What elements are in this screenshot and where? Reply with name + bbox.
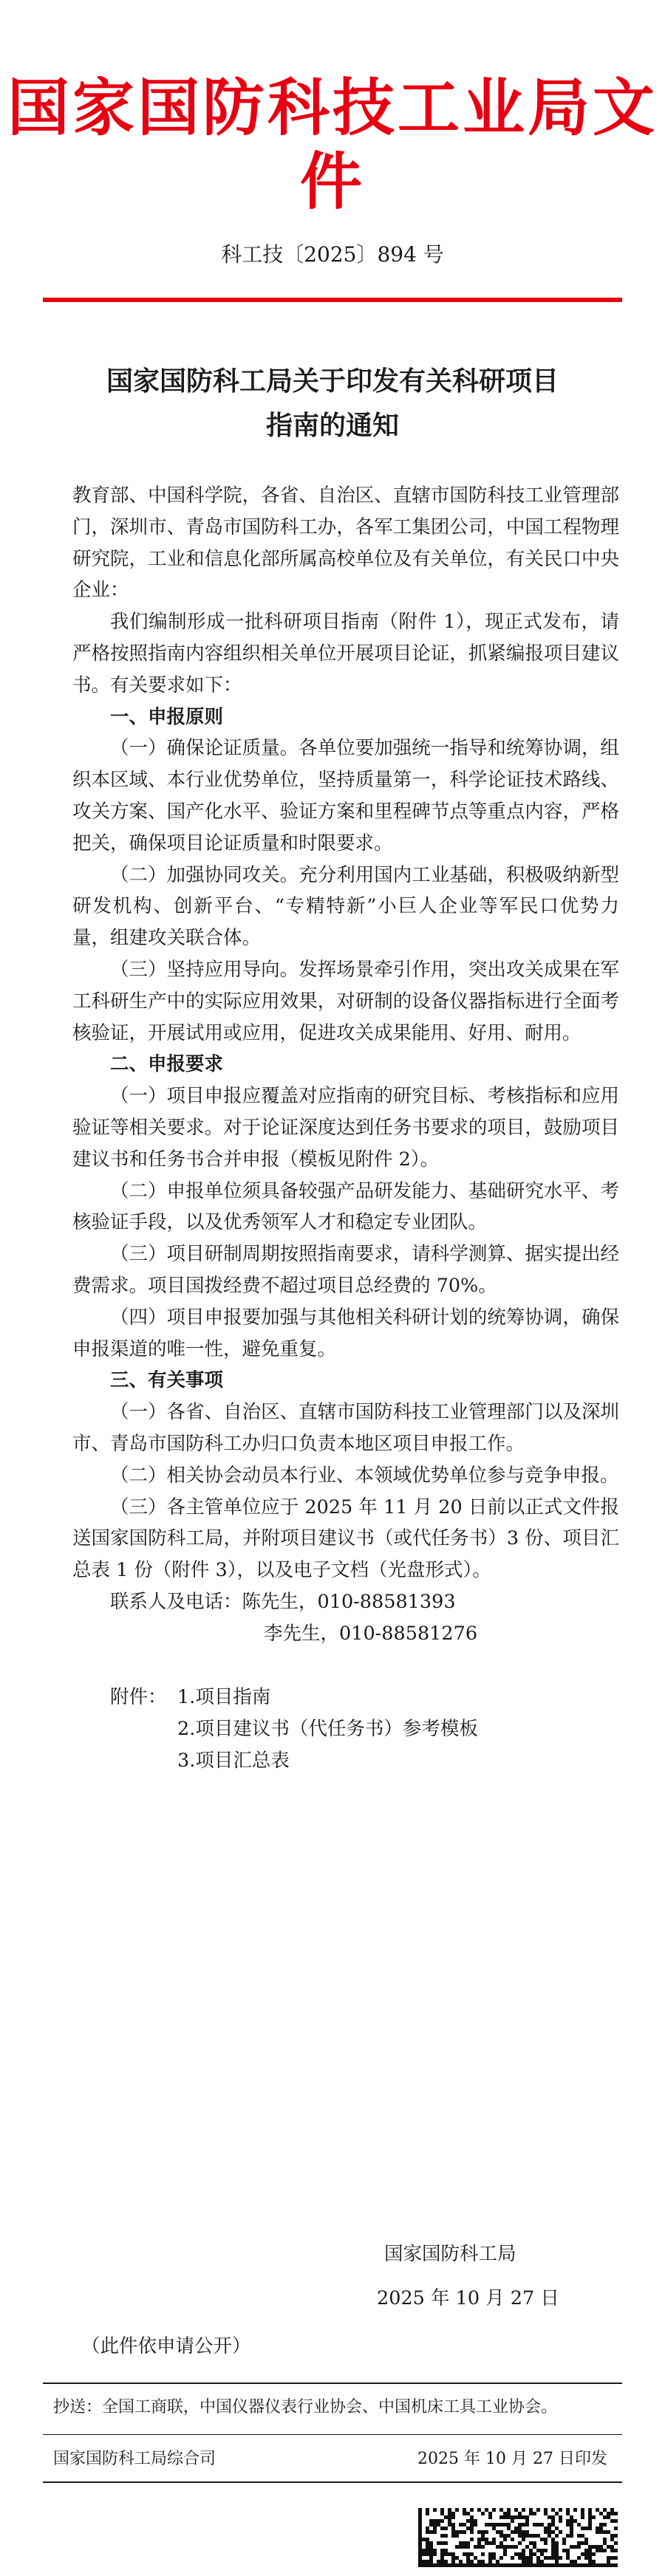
section-2-item-1: （一）项目申报应覆盖对应指南的研究目标、考核指标和应用验证等相关要求。对于论证深度达到任务书要求的项目，鼓励项目建议书和任务书合并申报（模板见附件 2）。	[72, 1085, 619, 1171]
section-3-item-2: （二）相关协会动员本行业、本领域优势单位参与竞争申报。	[110, 1464, 619, 1487]
red-separator-line	[43, 298, 622, 302]
section-1-item-2: （二）加强协同攻关。充分利用国内工业基础，积极吸纳新型研发机构、创新平台、“专精特新”小巨人企业等军民口优势力量，组建攻关联合体。	[72, 863, 619, 950]
document-title	[0, 359, 665, 448]
section-1-item-1: （一）确保论证质量。各单位要加强统一指导和统筹协调，组织本区域、本行业优势单位，坚持质量第一，科学论证技术路线、攻关方案、国产化水平、验证方案和里程碑节点等重点内容，严格把关，确保项目论证质量和时限要求。	[72, 737, 619, 854]
footer-rule-middle	[43, 2434, 622, 2435]
attachment-item-3: 3.项目汇总表	[177, 1750, 290, 1772]
cc-line: 抄送：全国工商联，中国仪器仪表行业协会、中国机床工具工业协会。	[53, 2398, 558, 2416]
section-3-item-1: （一）各省、自治区、直辖市国防科技工业管理部门以及深圳市、青岛市国防科工办归口负责本地区项目申报工作。	[72, 1401, 619, 1455]
title-line-1: 国家国防科工局关于印发有关科研项目	[106, 366, 559, 397]
recipients: 教育部、中国科学院，各省、自治区、直辖市国防科技工业管理部门，深圳市、青岛市国防科工办，各军工集团公司，中国工程物理研究院，工业和信息化部所属高校单位及有关单位，有关民口中央企业：	[72, 484, 619, 602]
attachments-list	[72, 1682, 619, 1776]
section-2-item-2: （二）申报单位须具备较强产品研发能力、基础研究水平、考核验证手段，以及优秀领军人才和稳定专业团队。	[72, 1179, 619, 1234]
footer-rule-bottom	[43, 2481, 622, 2483]
barcode-graphic	[418, 2508, 618, 2567]
contact-line-1: 联系人及电话：陈先生，010-88581393	[110, 1590, 456, 1613]
document-number: 科工技〔2025〕894 号	[221, 242, 444, 267]
intro-paragraph: 我们编制形成一批科研项目指南（附件 1），现正式发布，请严格按照指南内容组织相关单位开展项目论证，抓紧编报项目建议书。有关要求如下：	[72, 611, 619, 696]
section-2-item-4: （四）项目申报要加强与其他相关科研计划的统筹协调，确保申报渠道的唯一性，避免重复。	[72, 1306, 619, 1360]
title-line-2: 指南的通知	[265, 410, 399, 441]
document-body	[72, 480, 619, 1777]
contact-line-2: 李先生，010-88581276	[264, 1622, 478, 1645]
section-3-heading: 三、有关事项	[110, 1369, 224, 1392]
masthead: 国家国防科技工业局文件	[7, 71, 658, 218]
footer-rule-top	[43, 2383, 622, 2384]
attachments-label: 附件：	[110, 1686, 167, 1709]
attachment-item-1: 1.项目指南	[177, 1686, 271, 1709]
issuing-office: 国家国防科工局综合司	[53, 2450, 216, 2468]
section-3-item-3: （三）各主管单位应于 2025 年 11 月 20 日前以正式文件报送国家国防科工局，并附项目建议书（或代任务书）3 份、项目汇总表 1 份（附件 3），以及电子文档（光盘形式）。	[72, 1496, 619, 1582]
section-1-item-3: （三）坚持应用导向。发挥场景牵引作用，突出攻关成果在军工科研生产中的实际应用效果，对研制的设备仪器指标进行全面考核验证，开展试用或应用，促进攻关成果能用、好用、耐用。	[72, 958, 619, 1044]
section-2-heading: 二、申报要求	[110, 1053, 224, 1076]
disclosure-note: （此件依申请公开）	[81, 2335, 251, 2357]
issue-date: 2025 年 10 月 27 日印发	[417, 2450, 607, 2468]
attachment-row-1	[72, 1682, 619, 1713]
section-1-heading: 一、申报原则	[110, 705, 224, 728]
signature-date: 2025 年 10 月 27 日	[377, 2287, 559, 2309]
section-2-item-3: （三）项目研制周期按照指南要求，请科学测算、据实提出经费需求。项目国拨经费不超过项目总经费的 70%。	[72, 1243, 619, 1297]
signature-org: 国家国防科工局	[384, 2243, 516, 2265]
attachment-item-2: 2.项目建议书（代任务书）参考模板	[177, 1718, 478, 1741]
spacer	[72, 1649, 619, 1682]
